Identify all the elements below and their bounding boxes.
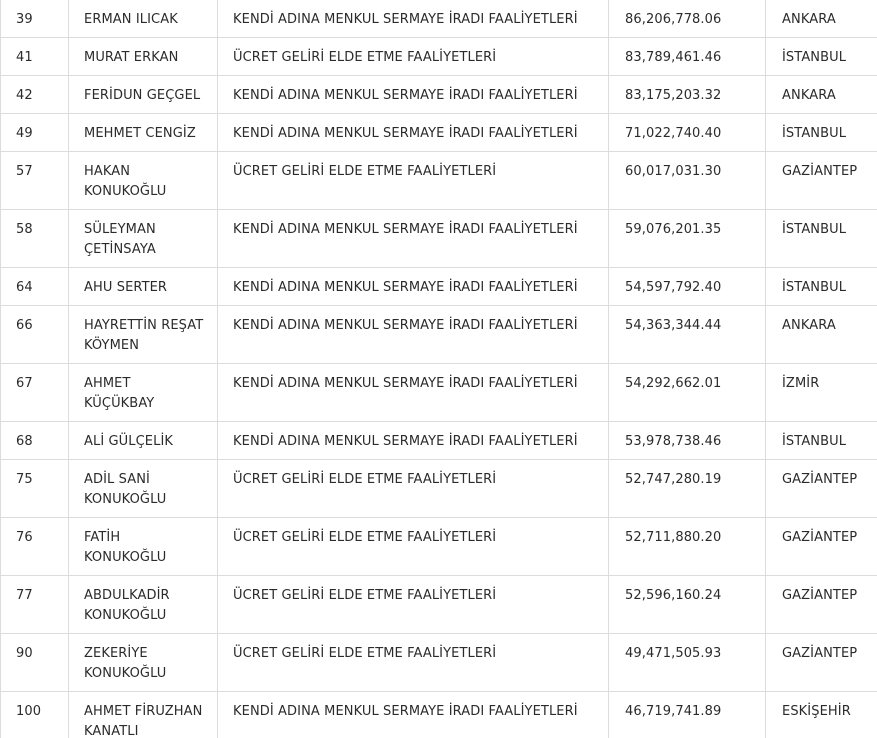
name-cell: FATİH KONUKOĞLU: [69, 518, 218, 576]
amount-cell: 52,711,880.20: [609, 518, 766, 576]
amount-cell: 49,471,505.93: [609, 634, 766, 692]
rank-cell: 100: [1, 692, 69, 738]
name-cell: MURAT ERKAN: [69, 38, 218, 76]
table-row: [1, 576, 877, 634]
name-cell: MEHMET CENGİZ: [69, 114, 218, 152]
amount-cell: 53,978,738.46: [609, 422, 766, 460]
city-cell: GAZİANTEP: [766, 576, 877, 634]
activity-cell: KENDİ ADINA MENKUL SERMAYE İRADI FAALİYETLERİ: [218, 210, 609, 268]
name-cell: ADİL SANİ KONUKOĞLU: [69, 460, 218, 518]
table-row: [1, 210, 877, 268]
city-cell: ANKARA: [766, 76, 877, 114]
rank-cell: 39: [1, 0, 69, 38]
rank-cell: 66: [1, 306, 69, 364]
rank-cell: 58: [1, 210, 69, 268]
table-row: [1, 76, 877, 114]
table-row: [1, 634, 877, 692]
amount-cell: 86,206,778.06: [609, 0, 766, 38]
activity-cell: KENDİ ADINA MENKUL SERMAYE İRADI FAALİYETLERİ: [218, 422, 609, 460]
table-row: [1, 268, 877, 306]
city-cell: GAZİANTEP: [766, 634, 877, 692]
activity-cell: ÜCRET GELİRİ ELDE ETME FAALİYETLERİ: [218, 634, 609, 692]
rank-cell: 67: [1, 364, 69, 422]
table-row: [1, 518, 877, 576]
city-cell: ANKARA: [766, 306, 877, 364]
table-row: [1, 0, 877, 38]
table-row: [1, 422, 877, 460]
name-cell: FERİDUN GEÇGEL: [69, 76, 218, 114]
table-row: [1, 152, 877, 210]
rank-cell: 49: [1, 114, 69, 152]
amount-cell: 54,363,344.44: [609, 306, 766, 364]
rank-cell: 41: [1, 38, 69, 76]
rank-cell: 75: [1, 460, 69, 518]
name-cell: ZEKERİYE KONUKOĞLU: [69, 634, 218, 692]
amount-cell: 83,175,203.32: [609, 76, 766, 114]
amount-cell: 71,022,740.40: [609, 114, 766, 152]
city-cell: İSTANBUL: [766, 114, 877, 152]
name-cell: AHU SERTER: [69, 268, 218, 306]
city-cell: İSTANBUL: [766, 38, 877, 76]
table-row: [1, 692, 877, 738]
name-cell: AHMET FİRUZHAN KANATLI: [69, 692, 218, 738]
activity-cell: KENDİ ADINA MENKUL SERMAYE İRADI FAALİYETLERİ: [218, 364, 609, 422]
activity-cell: KENDİ ADINA MENKUL SERMAYE İRADI FAALİYETLERİ: [218, 692, 609, 738]
rank-cell: 76: [1, 518, 69, 576]
table-row: [1, 306, 877, 364]
rank-cell: 68: [1, 422, 69, 460]
city-cell: GAZİANTEP: [766, 518, 877, 576]
name-cell: HAYRETTİN REŞAT KÖYMEN: [69, 306, 218, 364]
amount-cell: 52,747,280.19: [609, 460, 766, 518]
city-cell: İSTANBUL: [766, 422, 877, 460]
activity-cell: ÜCRET GELİRİ ELDE ETME FAALİYETLERİ: [218, 460, 609, 518]
rank-cell: 57: [1, 152, 69, 210]
activity-cell: KENDİ ADINA MENKUL SERMAYE İRADI FAALİYETLERİ: [218, 114, 609, 152]
name-cell: HAKAN KONUKOĞLU: [69, 152, 218, 210]
city-cell: İZMİR: [766, 364, 877, 422]
table-row: [1, 460, 877, 518]
rank-cell: 77: [1, 576, 69, 634]
name-cell: AHMET KÜÇÜKBAY: [69, 364, 218, 422]
table-row: [1, 38, 877, 76]
city-cell: ANKARA: [766, 0, 877, 38]
city-cell: İSTANBUL: [766, 268, 877, 306]
city-cell: GAZİANTEP: [766, 460, 877, 518]
table-row: [1, 114, 877, 152]
amount-cell: 54,292,662.01: [609, 364, 766, 422]
city-cell: ESKİŞEHİR: [766, 692, 877, 738]
rank-cell: 42: [1, 76, 69, 114]
amount-cell: 83,789,461.46: [609, 38, 766, 76]
city-cell: İSTANBUL: [766, 210, 877, 268]
amount-cell: 52,596,160.24: [609, 576, 766, 634]
amount-cell: 59,076,201.35: [609, 210, 766, 268]
activity-cell: ÜCRET GELİRİ ELDE ETME FAALİYETLERİ: [218, 38, 609, 76]
activity-cell: KENDİ ADINA MENKUL SERMAYE İRADI FAALİYETLERİ: [218, 306, 609, 364]
name-cell: ERMAN ILICAK: [69, 0, 218, 38]
amount-cell: 46,719,741.89: [609, 692, 766, 738]
name-cell: ABDULKADİR KONUKOĞLU: [69, 576, 218, 634]
activity-cell: ÜCRET GELİRİ ELDE ETME FAALİYETLERİ: [218, 576, 609, 634]
table-row: [1, 364, 877, 422]
activity-cell: ÜCRET GELİRİ ELDE ETME FAALİYETLERİ: [218, 518, 609, 576]
rank-cell: 64: [1, 268, 69, 306]
amount-cell: 54,597,792.40: [609, 268, 766, 306]
activity-cell: KENDİ ADINA MENKUL SERMAYE İRADI FAALİYETLERİ: [218, 268, 609, 306]
activity-cell: KENDİ ADINA MENKUL SERMAYE İRADI FAALİYETLERİ: [218, 0, 609, 38]
activity-cell: ÜCRET GELİRİ ELDE ETME FAALİYETLERİ: [218, 152, 609, 210]
city-cell: GAZİANTEP: [766, 152, 877, 210]
name-cell: SÜLEYMAN ÇETİNSAYA: [69, 210, 218, 268]
name-cell: ALİ GÜLÇELİK: [69, 422, 218, 460]
activity-cell: KENDİ ADINA MENKUL SERMAYE İRADI FAALİYETLERİ: [218, 76, 609, 114]
amount-cell: 60,017,031.30: [609, 152, 766, 210]
rank-cell: 90: [1, 634, 69, 692]
